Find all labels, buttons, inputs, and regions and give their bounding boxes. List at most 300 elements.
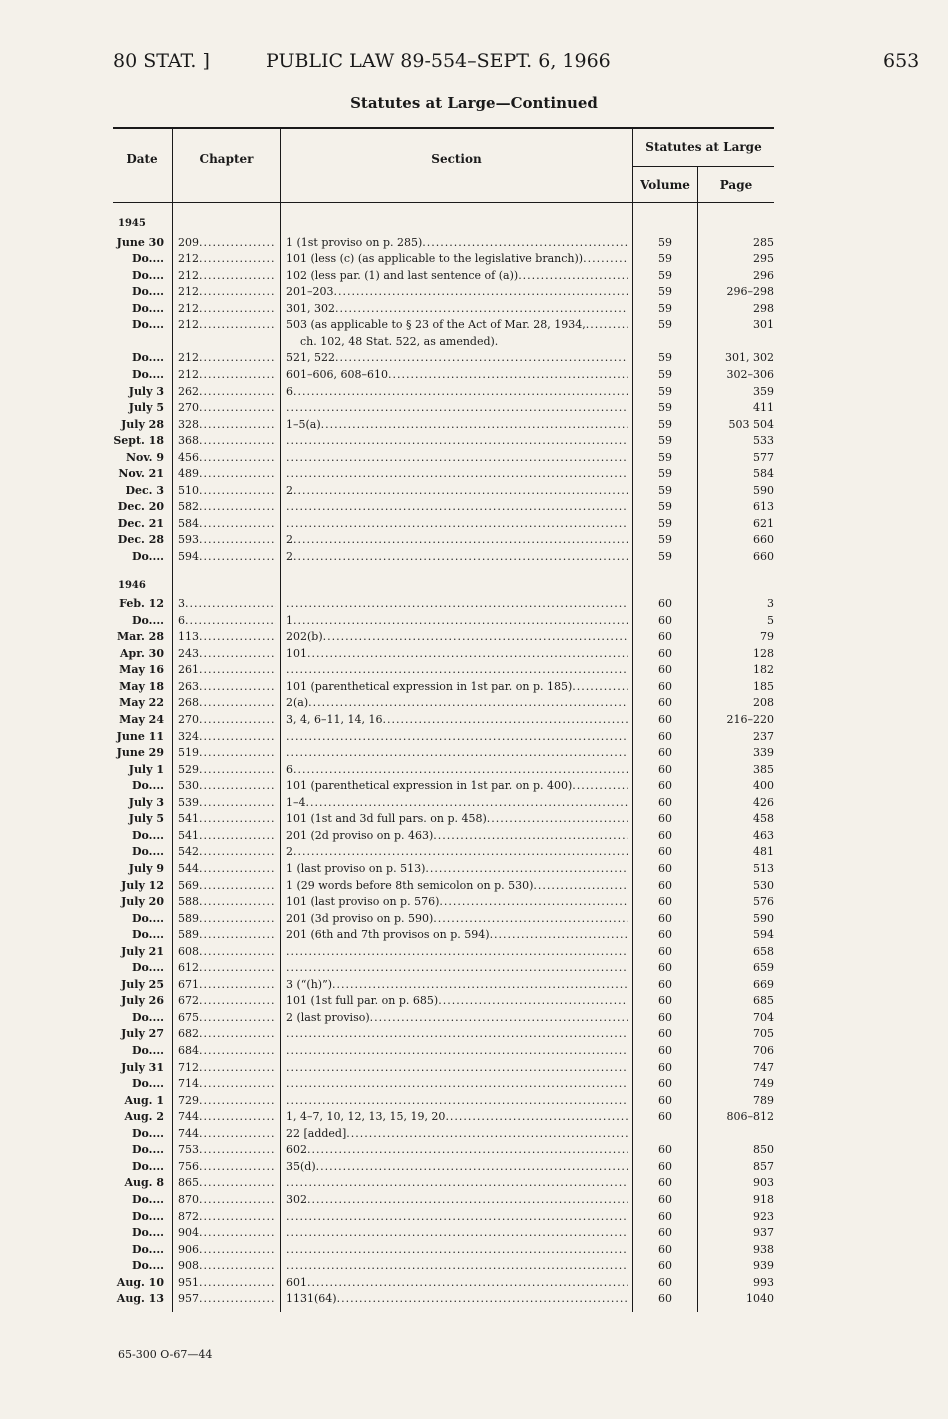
row-chapter: 589 ..... <box>178 911 276 927</box>
row-section <box>286 1175 628 1191</box>
row-volume: 59 <box>658 517 672 530</box>
row-section <box>286 433 628 449</box>
row-section-continuation: ch. 102, 48 Stat. 522, as amended). <box>300 335 499 348</box>
row-date: Dec. 20 <box>117 500 164 513</box>
row-chapter: 268 ..... <box>178 695 276 711</box>
row-section: 1 (last proviso on p. 513) ..... <box>286 861 628 877</box>
row-section: 2(a) ..... <box>286 695 628 711</box>
running-head-left: 80 STAT. ] <box>113 50 210 72</box>
row-date: Do.... <box>131 1210 164 1223</box>
row-volume: 59 <box>658 385 672 398</box>
table-row <box>0 695 948 711</box>
row-page: 747 <box>753 1061 774 1074</box>
row-chapter: 906 ..... <box>178 1242 276 1258</box>
row-volume: 59 <box>658 269 672 282</box>
row-page: 993 <box>753 1276 774 1289</box>
row-page: 216–220 <box>726 713 774 726</box>
table-row <box>0 1026 948 1042</box>
row-chapter: 584 ..... <box>178 516 276 532</box>
row-volume: 59 <box>658 302 672 315</box>
table-row <box>0 960 948 976</box>
row-date: July 12 <box>121 879 164 892</box>
row-chapter: 744 ..... <box>178 1126 276 1142</box>
row-volume: 60 <box>658 945 672 958</box>
row-date: Do.... <box>131 1193 164 1206</box>
row-page: 594 <box>753 928 774 941</box>
row-section <box>286 662 628 678</box>
row-date: July 9 <box>128 862 164 875</box>
row-volume: 60 <box>658 812 672 825</box>
row-date: July 27 <box>121 1027 164 1040</box>
col-header-chapter: Chapter <box>199 152 254 166</box>
row-section <box>286 1242 628 1258</box>
row-section <box>286 944 628 960</box>
row-page: 749 <box>753 1077 774 1090</box>
row-volume: 60 <box>658 895 672 908</box>
table-row <box>0 712 948 728</box>
table-row <box>0 417 948 433</box>
row-page: 295 <box>753 252 774 265</box>
row-section: 6 ..... <box>286 384 628 400</box>
row-date: Do.... <box>131 845 164 858</box>
row-chapter: 270 ..... <box>178 400 276 416</box>
row-section: 102 (less par. (1) and last sentence of (a)) ..... <box>286 268 628 284</box>
row-date: Do.... <box>131 269 164 282</box>
table-row-continuation <box>0 334 948 350</box>
row-chapter: 588 ..... <box>178 894 276 910</box>
row-page: 385 <box>753 763 774 776</box>
table-row <box>0 795 948 811</box>
row-section <box>286 499 628 515</box>
row-section: 503 (as applicable to § 23 of the Act of Mar. 28, 1934, ..... <box>286 317 628 333</box>
row-page: 182 <box>753 663 774 676</box>
row-chapter: 3 ..... <box>178 596 276 612</box>
row-page: 237 <box>753 730 774 743</box>
row-chapter: 672 ..... <box>178 993 276 1009</box>
row-page: 503 504 <box>728 418 774 431</box>
row-volume: 60 <box>658 730 672 743</box>
row-volume: 59 <box>658 467 672 480</box>
row-page: 789 <box>753 1094 774 1107</box>
row-chapter: 608 ..... <box>178 944 276 960</box>
row-date: Nov. 9 <box>126 451 164 464</box>
table-row <box>0 532 948 548</box>
row-volume: 60 <box>658 1193 672 1206</box>
row-page: 857 <box>753 1160 774 1173</box>
row-chapter: 212 ..... <box>178 251 276 267</box>
table-row <box>0 483 948 499</box>
table-row <box>0 778 948 794</box>
row-volume: 60 <box>658 614 672 627</box>
row-page: 706 <box>753 1044 774 1057</box>
row-chapter: 744 ..... <box>178 1109 276 1125</box>
row-date: May 18 <box>119 680 164 693</box>
row-date: July 28 <box>121 418 164 431</box>
table-row <box>0 1175 948 1191</box>
row-chapter: 671 ..... <box>178 977 276 993</box>
row-section <box>286 1076 628 1092</box>
row-date: Aug. 1 <box>124 1094 164 1107</box>
row-section: 1 ..... <box>286 613 628 629</box>
row-page: 208 <box>753 696 774 709</box>
row-volume: 60 <box>658 763 672 776</box>
row-volume: 60 <box>658 597 672 610</box>
row-section: 1 (29 words before 8th semicolon on p. 530) ..... <box>286 878 628 894</box>
row-volume: 60 <box>658 1077 672 1090</box>
row-chapter: 593 ..... <box>178 532 276 548</box>
table-row <box>0 662 948 678</box>
row-volume: 59 <box>658 368 672 381</box>
row-date: Do.... <box>131 318 164 331</box>
row-date: Do.... <box>131 1160 164 1173</box>
row-volume: 59 <box>658 318 672 331</box>
row-date: Do.... <box>131 779 164 792</box>
row-date: Do.... <box>131 1127 164 1140</box>
row-volume: 60 <box>658 680 672 693</box>
row-volume: 60 <box>658 1027 672 1040</box>
row-date: June 30 <box>116 236 164 249</box>
row-section: 302 ..... <box>286 1192 628 1208</box>
row-page: 660 <box>753 533 774 546</box>
row-page: 584 <box>753 467 774 480</box>
row-date: July 1 <box>128 763 164 776</box>
row-page: 576 <box>753 895 774 908</box>
row-section <box>286 1093 628 1109</box>
row-page: 3 <box>767 597 774 610</box>
table-row <box>0 878 948 894</box>
row-page: 359 <box>753 385 774 398</box>
row-date: Do.... <box>131 1226 164 1239</box>
table-row <box>0 499 948 515</box>
row-volume: 60 <box>658 1061 672 1074</box>
row-date: July 21 <box>121 945 164 958</box>
row-date: Do.... <box>131 368 164 381</box>
row-date: Do.... <box>131 1077 164 1090</box>
row-volume: 59 <box>658 533 672 546</box>
row-page: 590 <box>753 912 774 925</box>
table-row <box>0 549 948 565</box>
row-volume: 59 <box>658 236 672 249</box>
row-section: 35(d) ..... <box>286 1159 628 1175</box>
header-bottom-rule <box>113 202 774 203</box>
row-date: July 5 <box>128 812 164 825</box>
row-volume: 59 <box>658 451 672 464</box>
row-volume: 60 <box>658 1276 672 1289</box>
row-page: 613 <box>753 500 774 513</box>
row-chapter: 328 ..... <box>178 417 276 433</box>
row-chapter: 675 ..... <box>178 1010 276 1026</box>
row-page: 806–812 <box>726 1110 774 1123</box>
row-page: 918 <box>753 1193 774 1206</box>
col-header-volume: Volume <box>640 178 690 192</box>
row-section: 201 (3d proviso on p. 590) ..... <box>286 911 628 927</box>
row-volume: 60 <box>658 978 672 991</box>
row-chapter: 263 ..... <box>178 679 276 695</box>
row-volume: 60 <box>658 845 672 858</box>
row-section: 3, 4, 6–11, 14, 16 ..... <box>286 712 628 728</box>
row-volume: 60 <box>658 713 672 726</box>
row-date: Do.... <box>131 550 164 563</box>
row-date: June 29 <box>116 746 164 759</box>
table-row <box>0 1043 948 1059</box>
row-chapter: 594 ..... <box>178 549 276 565</box>
table-row <box>0 450 948 466</box>
row-page: 658 <box>753 945 774 958</box>
row-date: July 26 <box>121 994 164 1007</box>
row-section: 2 ..... <box>286 844 628 860</box>
row-volume: 60 <box>658 994 672 1007</box>
row-volume: 60 <box>658 1094 672 1107</box>
table-row <box>0 433 948 449</box>
row-chapter: 539 ..... <box>178 795 276 811</box>
table-row <box>0 1192 948 1208</box>
row-date: July 31 <box>121 1061 164 1074</box>
row-date: May 22 <box>119 696 164 709</box>
row-page: 302–306 <box>726 368 774 381</box>
table-row <box>0 927 948 943</box>
row-date: Aug. 10 <box>116 1276 164 1289</box>
row-section <box>286 1026 628 1042</box>
row-page: 939 <box>753 1259 774 1272</box>
row-section: 101 (last proviso on p. 576) ..... <box>286 894 628 910</box>
row-chapter: 324 ..... <box>178 729 276 745</box>
row-volume: 60 <box>658 1011 672 1024</box>
table-row <box>0 944 948 960</box>
row-date: Do.... <box>131 351 164 364</box>
row-chapter: 729 ..... <box>178 1093 276 1109</box>
row-chapter: 270 ..... <box>178 712 276 728</box>
row-chapter: 212 ..... <box>178 317 276 333</box>
row-section: 1–5(a) ..... <box>286 417 628 433</box>
row-section: 1 (1st proviso on p. 285) ..... <box>286 235 628 251</box>
table-row <box>0 1275 948 1291</box>
row-page: 5 <box>767 614 774 627</box>
row-chapter: 212 ..... <box>178 367 276 383</box>
row-date: Do.... <box>131 1044 164 1057</box>
table-row <box>0 284 948 300</box>
row-date: Feb. 12 <box>119 597 164 610</box>
row-chapter: 582 ..... <box>178 499 276 515</box>
row-date: July 5 <box>128 401 164 414</box>
table-row <box>0 1126 948 1142</box>
row-chapter: 530 ..... <box>178 778 276 794</box>
row-volume: 59 <box>658 500 672 513</box>
table-row <box>0 1291 948 1307</box>
row-date: Aug. 8 <box>124 1176 164 1189</box>
table-row <box>0 268 948 284</box>
row-date: Do.... <box>131 912 164 925</box>
row-chapter: 529 ..... <box>178 762 276 778</box>
row-date: Aug. 13 <box>116 1292 164 1305</box>
table-row <box>0 596 948 612</box>
row-date: Sept. 18 <box>113 434 164 447</box>
table-row <box>0 629 948 645</box>
row-page: 938 <box>753 1243 774 1256</box>
table-row <box>0 679 948 695</box>
row-page: 426 <box>753 796 774 809</box>
row-chapter: 908 ..... <box>178 1258 276 1274</box>
row-volume: 60 <box>658 796 672 809</box>
table-row <box>0 235 948 251</box>
row-chapter: 682 ..... <box>178 1026 276 1042</box>
row-date: July 25 <box>121 978 164 991</box>
row-chapter: 212 ..... <box>178 350 276 366</box>
row-chapter: 209 ..... <box>178 235 276 251</box>
row-section <box>286 1225 628 1241</box>
table-title: Statutes at Large—Continued <box>350 94 598 112</box>
row-volume: 60 <box>658 829 672 842</box>
table-row <box>0 1159 948 1175</box>
row-volume: 60 <box>658 1226 672 1239</box>
row-volume: 60 <box>658 1044 672 1057</box>
table-row <box>0 993 948 1009</box>
row-date: Do.... <box>131 928 164 941</box>
row-date: Do.... <box>131 252 164 265</box>
statutes-subhead-rule <box>633 166 774 167</box>
print-code: 65-300 O-67—44 <box>118 1348 213 1361</box>
row-volume: 60 <box>658 879 672 892</box>
col-header-date: Date <box>126 152 158 166</box>
table-row <box>0 1209 948 1225</box>
row-chapter: 510 ..... <box>178 483 276 499</box>
row-section <box>286 745 628 761</box>
row-chapter: 684 ..... <box>178 1043 276 1059</box>
row-page: 339 <box>753 746 774 759</box>
table-row <box>0 844 948 860</box>
row-chapter: 113 ..... <box>178 629 276 645</box>
row-chapter: 712 ..... <box>178 1060 276 1076</box>
row-section <box>286 466 628 482</box>
row-date: Do.... <box>131 1259 164 1272</box>
table-row <box>0 1225 948 1241</box>
row-date: Do.... <box>131 1011 164 1024</box>
row-page: 937 <box>753 1226 774 1239</box>
row-volume: 60 <box>658 912 672 925</box>
table-row <box>0 1242 948 1258</box>
row-section: 101 (1st and 3d full pars. on p. 458) ..... <box>286 811 628 827</box>
row-volume: 60 <box>658 1176 672 1189</box>
table-row <box>0 1258 948 1274</box>
row-volume: 60 <box>658 1143 672 1156</box>
row-section <box>286 1060 628 1076</box>
row-chapter: 212 ..... <box>178 268 276 284</box>
row-section <box>286 400 628 416</box>
row-date: Apr. 30 <box>120 647 164 660</box>
row-section: 101 (1st full par. on p. 685) ..... <box>286 993 628 1009</box>
row-section: 2 ..... <box>286 483 628 499</box>
row-chapter: 489 ..... <box>178 466 276 482</box>
row-page: 400 <box>753 779 774 792</box>
row-date: July 3 <box>128 796 164 809</box>
row-chapter: 872 ..... <box>178 1209 276 1225</box>
row-page: 704 <box>753 1011 774 1024</box>
row-page: 298 <box>753 302 774 315</box>
row-chapter: 243 ..... <box>178 646 276 662</box>
table-row <box>0 317 948 333</box>
row-section: 601–606, 608–610 ..... <box>286 367 628 383</box>
row-page: 705 <box>753 1027 774 1040</box>
table-row <box>0 613 948 629</box>
row-volume: 60 <box>658 746 672 759</box>
row-chapter: 261 ..... <box>178 662 276 678</box>
row-volume: 59 <box>658 484 672 497</box>
row-page: 463 <box>753 829 774 842</box>
row-date: Do.... <box>131 1143 164 1156</box>
table-row <box>0 466 948 482</box>
table-row <box>0 400 948 416</box>
row-page: 1040 <box>746 1292 774 1305</box>
row-date: Dec. 3 <box>125 484 164 497</box>
row-volume: 60 <box>658 1110 672 1123</box>
row-date: May 16 <box>119 663 164 676</box>
row-date: May 24 <box>119 713 164 726</box>
row-date: Dec. 21 <box>117 517 164 530</box>
row-page: 659 <box>753 961 774 974</box>
row-chapter: 865 ..... <box>178 1175 276 1191</box>
row-volume: 59 <box>658 285 672 298</box>
row-chapter: 753 ..... <box>178 1142 276 1158</box>
table-row <box>0 729 948 745</box>
table-top-rule <box>113 127 774 129</box>
table-row <box>0 811 948 827</box>
row-volume: 60 <box>658 928 672 941</box>
row-section: 201–203 ..... <box>286 284 628 300</box>
table-row <box>0 301 948 317</box>
row-volume: 59 <box>658 434 672 447</box>
row-page: 669 <box>753 978 774 991</box>
row-chapter: 212 ..... <box>178 284 276 300</box>
row-section: 1131(64) ..... <box>286 1291 628 1307</box>
table-row <box>0 745 948 761</box>
table-row <box>0 367 948 383</box>
row-date: July 3 <box>128 385 164 398</box>
row-volume: 59 <box>658 550 672 563</box>
row-date: Nov. 21 <box>118 467 164 480</box>
row-date: June 11 <box>116 730 164 743</box>
row-page: 458 <box>753 812 774 825</box>
row-page: 285 <box>753 236 774 249</box>
row-section <box>286 729 628 745</box>
row-chapter: 541 ..... <box>178 811 276 827</box>
row-date: Do.... <box>131 961 164 974</box>
row-section <box>286 1209 628 1225</box>
row-chapter: 541 ..... <box>178 828 276 844</box>
row-page: 513 <box>753 862 774 875</box>
row-page: 79 <box>760 630 774 643</box>
row-page: 923 <box>753 1210 774 1223</box>
row-volume: 59 <box>658 252 672 265</box>
row-date: Do.... <box>131 285 164 298</box>
row-volume: 60 <box>658 647 672 660</box>
row-section: 602 ..... <box>286 1142 628 1158</box>
row-chapter: 904 ..... <box>178 1225 276 1241</box>
table-row <box>0 516 948 532</box>
row-section: 521, 522 ..... <box>286 350 628 366</box>
row-chapter: 6 ..... <box>178 613 276 629</box>
table-row <box>0 1109 948 1125</box>
row-section: 2 (last proviso) ..... <box>286 1010 628 1026</box>
row-page: 481 <box>753 845 774 858</box>
row-chapter: 756 ..... <box>178 1159 276 1175</box>
row-date: Do.... <box>131 614 164 627</box>
row-volume: 60 <box>658 630 672 643</box>
row-page: 533 <box>753 434 774 447</box>
table-row <box>0 762 948 778</box>
row-chapter: 957 ..... <box>178 1291 276 1307</box>
table-row <box>0 646 948 662</box>
row-chapter: 456 ..... <box>178 450 276 466</box>
row-section: 6 ..... <box>286 762 628 778</box>
